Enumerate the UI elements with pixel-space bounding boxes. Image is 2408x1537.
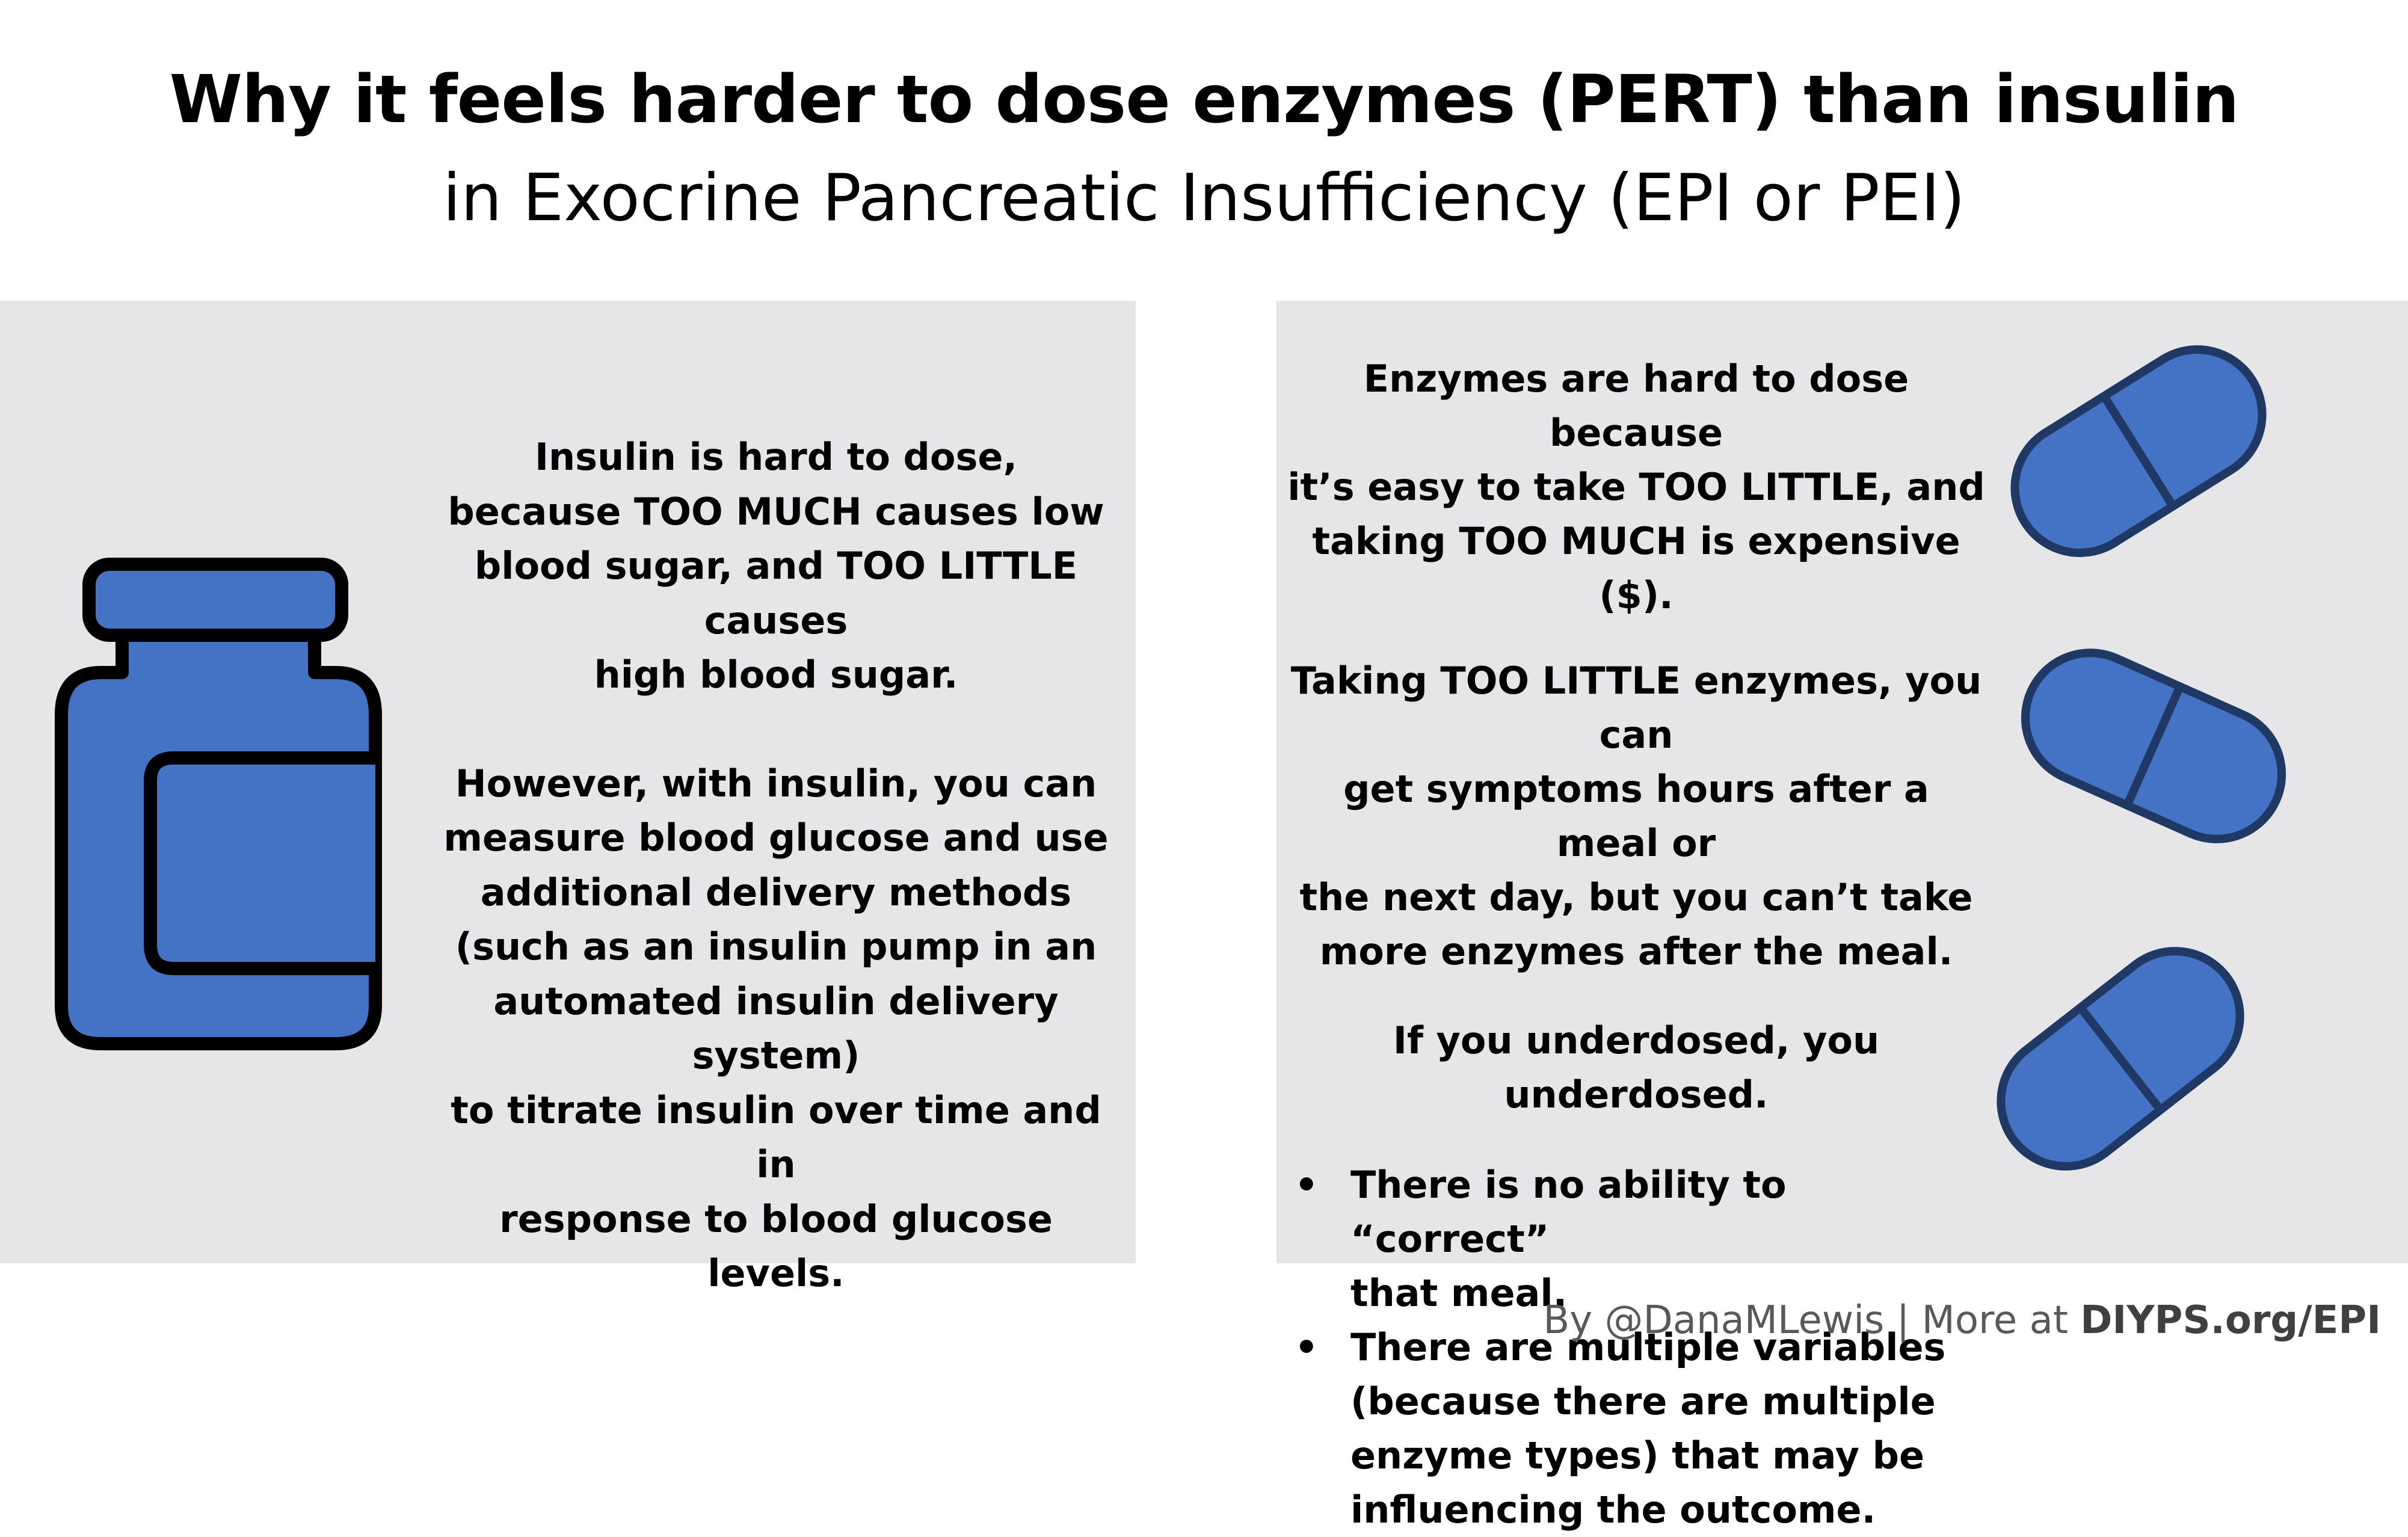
enzymes-bullet-list <box>1287 1158 1985 1537</box>
enzymes-paragraph-2: Taking TOO LITTLE enzymes, you can get symptoms hours after a meal or the next day, but you can’t take more enzymes after the meal. <box>1290 659 1982 973</box>
footer-credit: By @DanaMLewis | More at <box>1543 1298 2081 1343</box>
enzymes-paragraph-3: If you underdosed, you underdosed. <box>1393 1018 1880 1117</box>
footer-link[interactable]: DIYPS.org/EPI <box>2080 1298 2381 1343</box>
bullet-marker: • <box>1295 1163 1319 1207</box>
insulin-paragraph-1: Insulin is hard to dose, because TOO MUCH causes low blood sugar, and TOO LITTLE causes high blood sugar. <box>448 435 1104 697</box>
page-title: Why it feels harder to dose enzymes (PERT) than insulin <box>169 61 2239 138</box>
list-item: • There are multiple variables (because there are multiple enzyme types) that may be influencing the outcome. <box>1287 1320 1985 1537</box>
insulin-bottle-icon <box>53 553 384 1053</box>
list-item: • There is no ability to “correct” that meal. <box>1287 1158 1985 1320</box>
enzymes-paragraph-1: Enzymes are hard to dose because it’s easy to take TOO LITTLE, and taking TOO MUCH is expensive ($). <box>1287 357 1985 617</box>
bullet-marker: • <box>1295 1325 1319 1369</box>
insulin-paragraph-2: However, with insulin, you can measure blood glucose and use additional delivery methods (such as an insulin pump in an automated insulin delivery system) to titrate insulin over time and in response to blood glucose levels. <box>443 761 1109 1295</box>
enzymes-description <box>1287 352 1985 1537</box>
credit-footer <box>1543 1293 2381 1348</box>
page-subtitle: in Exocrine Pancreatic Insufficiency (EPI or PEI) <box>443 161 1965 236</box>
insulin-description <box>433 430 1119 1301</box>
